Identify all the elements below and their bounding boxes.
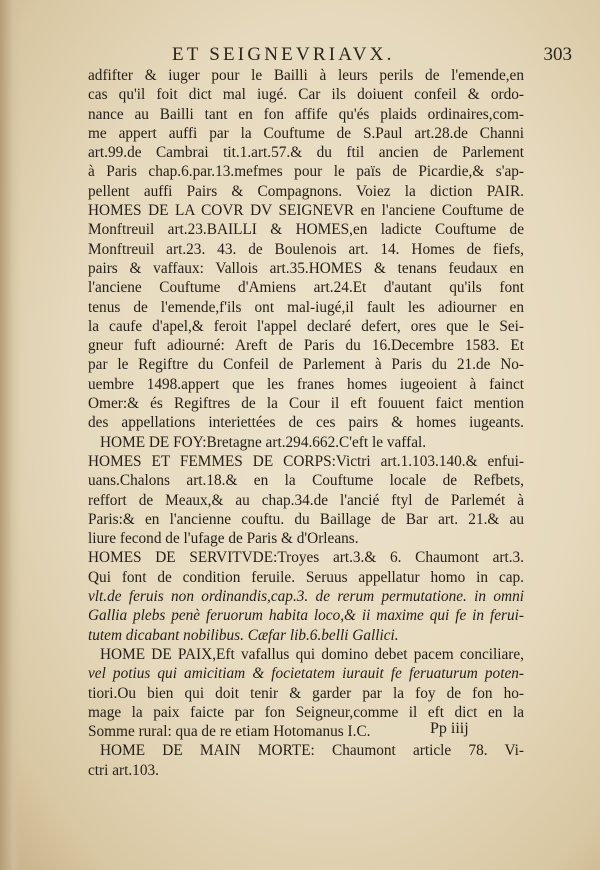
text-line: la caufe d'apel,& feroit l'appel declaré defert, ores que le Sei- xyxy=(88,317,524,335)
running-title: ET SEIGNEVRIAVX. xyxy=(172,44,395,65)
binding-shadow xyxy=(0,0,22,870)
text-line: me appert auffi par la Couftume de S.Paul art.28.de Channi xyxy=(88,124,524,142)
text-line: reffort de Meaux,& au chap.34.de l'ancié ftyl de Parlemét à xyxy=(88,491,524,509)
text-line: HOME DE FOY:Bretagne art.294.662.C'eft le vaffal. xyxy=(100,433,427,451)
text-line: HOMES ET FEMMES DE CORPS:Victri art.1.103.140.& enfui- xyxy=(88,452,524,470)
text-line: des appellations interiettées de ces pairs & homes iugeants. xyxy=(88,414,524,432)
page-number: 303 xyxy=(543,44,572,65)
text-line: l'anciene Couftume d'Amiens art.24.Et d'autant qu'ils font xyxy=(88,279,524,297)
signature-mark: Pp iiij xyxy=(430,720,469,737)
text-line: Paris:& en l'ancienne couftu. du Baillage de Bar art. 21.& au xyxy=(88,510,524,528)
text-line: HOME DE PAIX,Eft vafallus qui domino debet pacem conciliare, xyxy=(100,645,524,663)
text-line: vel potius qui amicitiam & focietatem iurauit fe feruaturum poten- xyxy=(88,665,524,683)
text-line: HOME DE MAIN MORTE: Chaumont article 78. Vi- xyxy=(100,742,524,760)
text-line: Gallia plebs penè feruorum habita loco,& ii maxime qui fe in ferui- xyxy=(88,607,524,625)
text-line: Monftreuil art.23.BAILLI & HOMES,en ladicte Couftume de xyxy=(88,221,524,239)
text-line: art.99.de Cambrai tit.1.art.57.& du ftil ancien de Parlement xyxy=(88,144,524,162)
text-line: gneur fuft adiourné: Areft de Paris du 16.Decembre 1583. Et xyxy=(88,337,524,355)
text-line: Qui font de condition feruile. Seruus appellatur homo in cap. xyxy=(88,568,524,586)
text-line: nance au Bailli tant en fon affife qu'és plaids ordinaires,com- xyxy=(88,105,524,123)
text-line: uans.Chalons art.18.& en la Couftume locale de Refbets, xyxy=(88,472,524,490)
text-line: mage la paix faicte par fon Seigneur,comme il eft dict en la xyxy=(88,703,524,721)
page-header xyxy=(172,44,572,66)
text-line: par le Regiftre du Confeil de Parlement à Paris du 21.de No- xyxy=(88,356,524,374)
text-line: pellent auffi Pairs & Compagnons. Voiez la diction PAIR. xyxy=(88,182,524,200)
text-line: HOMES DE LA COVR DV SEIGNEVR en l'anciene Couftume de xyxy=(88,202,524,220)
text-line: à Paris chap.6.par.13.mefmes pour le païs de Picardie,& s'ap- xyxy=(88,163,524,181)
text-line: Omer:& és Regiftres de la Cour il eft fouuent faict mention xyxy=(88,395,524,413)
text-line: liure fecond de l'ufage de Paris & d'Orleans. xyxy=(88,530,359,548)
text-line: tenus de l'emende,f'ils ont mal-iugé,il fault les adiourner en xyxy=(88,298,524,316)
text-line: Monftreuil art.23. 43. de Boulenois art. 14. Homes de fiefs, xyxy=(88,240,524,258)
text-line: tiori.Ou bien qui doit tenir & garder par la foy de fon ho- xyxy=(88,684,524,702)
text-line: ctri art.103. xyxy=(88,761,159,779)
text-line: HOMES DE SERVITVDE:Troyes art.3.& 6. Chaumont art.3. xyxy=(88,549,524,567)
text-line: adfifter & iuger pour le Bailli à leurs perils de l'emende,en xyxy=(88,67,524,84)
text-line: vlt.de feruis non ordinandis,cap.3. de rerum permutatione. in omni xyxy=(88,588,524,606)
text-line: pairs & vaffaux: Vallois art.35.HOMES & tenans feudaux en xyxy=(88,259,524,277)
text-line: tutem dicabant nobilibus. Cæfar lib.6.belli Gallici. xyxy=(88,626,399,644)
text-line: cas qu'il foit dict mal iugé. Car ils doiuent confeil & ordo- xyxy=(88,86,524,104)
text-line: Somme rural: qua de re etiam Hotomanus I.C. xyxy=(88,723,371,741)
text-line: uembre 1498.appert que les franes homes iugeoient à fainct xyxy=(88,375,524,393)
body-text xyxy=(88,66,524,780)
